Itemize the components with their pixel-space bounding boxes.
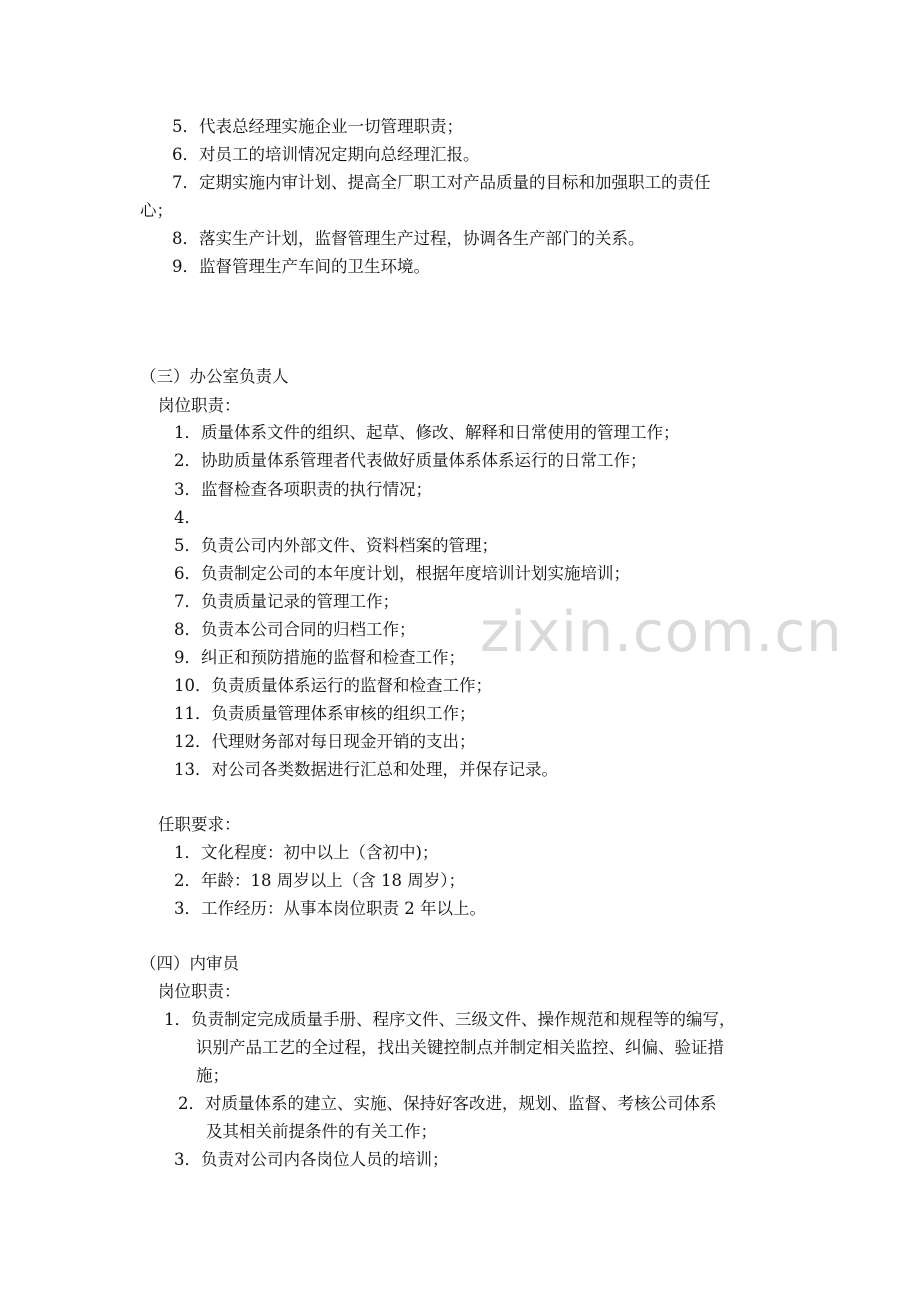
requirements-heading: 任职要求： [158,815,241,834]
list-item-continuation: 识别产品工艺的全过程，找出关键控制点并制定相关监控、纠偏、验证措 [196,1038,724,1057]
list-item: 1．文化程度：初中以上（含初中)； [174,843,439,862]
list-item: 7．负责质量记录的管理工作； [174,592,399,611]
list-item: 5．负责公司内外部文件、资料档案的管理； [174,536,498,555]
section-title: （三）办公室负责人 [140,367,289,386]
list-item: 11．负责质量管理体系审核的组织工作； [174,704,476,723]
list-item: 4． [174,508,201,527]
list-item: 12．代理财务部对每日现金开销的支出； [174,732,476,751]
list-item: 8．负责本公司合同的归档工作； [174,620,416,639]
list-item: 3．监督检查各项职责的执行情况； [174,480,432,499]
list-item: 2．对质量体系的建立、实施、保持好客改进，规划、监督、考核公司体系 [178,1094,717,1113]
list-item: 2．年龄：18 周岁以上（含 18 周岁）； [174,871,465,890]
list-item: 7．定期实施内审计划、提高全厂职工对产品质量的目标和加强职工的责任 [172,173,711,192]
list-item: 8．落实生产计划，监督管理生产过程，协调各生产部门的关系。 [172,229,645,248]
duties-heading: 岗位职责： [158,982,241,1001]
list-item-continuation: 及其相关前提条件的有关工作； [206,1122,437,1141]
list-item: 6．对员工的培训情况定期向总经理汇报。 [172,145,480,164]
duties-heading: 岗位职责： [158,396,241,415]
list-item: 2．协助质量体系管理者代表做好质量体系体系运行的日常工作； [174,451,647,470]
list-item: 9．纠正和预防措施的监督和检查工作； [174,648,465,667]
list-item: 5．代表总经理实施企业一切管理职责； [172,117,463,136]
list-item: 1．负责制定完成质量手册、程序文件、三级文件、操作规范和规程等的编写， [164,1010,736,1029]
list-item-continuation: 心； [140,201,173,220]
list-item: 10．负责质量体系运行的监督和检查工作； [174,676,492,695]
list-item-continuation: 施； [196,1066,229,1085]
list-item: 3．负责对公司内各岗位人员的培训； [174,1150,449,1169]
list-item: 3．工作经历：从事本岗位职责 2 年以上。 [174,899,486,918]
list-item: 9．监督管理生产车间的卫生环境。 [172,257,430,276]
section-title: （四）内审员 [140,954,239,973]
list-item: 6．负责制定公司的本年度计划，根据年度培训计划实施培训； [174,564,630,583]
list-item: 1．质量体系文件的组织、起草、修改、解释和日常使用的管理工作； [174,423,680,442]
list-item: 13．对公司各类数据进行汇总和处理，并保存记录。 [174,760,558,779]
watermark: zixin.com.cn [480,600,843,665]
